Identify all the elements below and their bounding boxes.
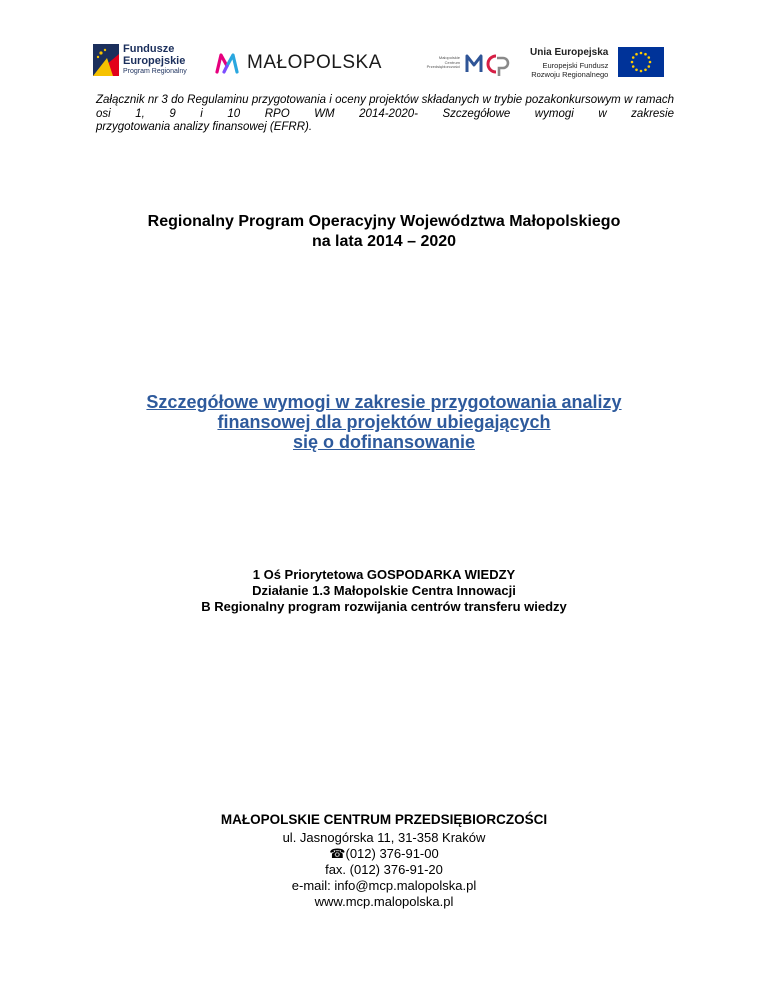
contact-fax: fax. (012) 376-91-20 — [325, 862, 443, 877]
title-line2: finansowej dla projektów ubiegających — [217, 412, 551, 432]
contact-address: ul. Jasnogórska 11, 31-358 Kraków — [282, 830, 486, 845]
priority-line3: B Regionalny program rozwijania centrów transferu wiedzy — [201, 599, 567, 614]
eu-flag-icon — [618, 47, 664, 77]
contact-block — [0, 812, 768, 910]
fundusze-europejskie-logo — [93, 44, 187, 76]
mcp-line2: Centrum — [444, 59, 460, 65]
contact-email: e-mail: info@mcp.malopolska.pl — [291, 878, 477, 893]
document-title — [0, 392, 768, 452]
malopolska-logo — [215, 52, 382, 74]
fe-line2: Europejskie — [123, 54, 186, 67]
contact-phone: (012) 376-91-00 — [345, 846, 439, 861]
priority-block — [0, 567, 768, 615]
mcp-monogram-icon — [464, 48, 510, 78]
contact-phone-row — [0, 846, 768, 862]
eu-line3: Rozwoju Regionalnego — [531, 70, 609, 79]
program-line1: Regionalny Program Operacyjny Województwa Małopolskiego — [147, 213, 621, 230]
contact-www: www.mcp.malopolska.pl — [314, 894, 454, 909]
eu-logo — [530, 47, 664, 79]
annex-line3: przygotowania analizy finansowej (EFRR). — [96, 121, 313, 133]
mcp-line3: Przedsiębiorczości — [426, 64, 460, 70]
priority-line2: Działanie 1.3 Małopolskie Centra Innowacji — [252, 583, 516, 598]
title-line3: się o dofinansowanie — [292, 432, 476, 452]
program-heading — [0, 212, 768, 252]
logo-bar — [0, 0, 768, 100]
priority-line1: 1 Oś Priorytetowa GOSPODARKA WIEDZY — [252, 567, 516, 582]
malopolska-wordmark: MAŁOPOLSKA — [247, 52, 382, 73]
fe-line3: Program Regionalny — [123, 68, 187, 76]
title-line1: Szczegółowe wymogi w zakresie przygotowania analizy — [146, 392, 622, 412]
annex-line2: pozakonkursowym w ramach osi 1, 9 i 10 RPO WM 2014-2020- Szczegółowe wymogi w zakresie — [96, 94, 674, 120]
malopolska-m-icon — [215, 52, 239, 74]
fe-line1: Fundusze — [123, 43, 175, 56]
fe-flag-icon — [93, 44, 119, 76]
mcp-logo — [424, 48, 510, 78]
contact-org: MAŁOPOLSKIE CENTRUM PRZEDSIĘBIORCZOŚCI — [220, 812, 548, 827]
mcp-line1: Małopolskie — [438, 55, 460, 61]
eu-line1: Unia Europejska — [530, 47, 609, 58]
annex-line1: Załącznik nr 3 do Regulaminu przygotowania i oceny projektów składanych w trybie — [96, 94, 523, 106]
program-line2: na lata 2014 – 2020 — [311, 233, 457, 250]
phone-icon: ☎ — [329, 846, 346, 861]
eu-line2: Europejski Fundusz — [542, 61, 609, 70]
